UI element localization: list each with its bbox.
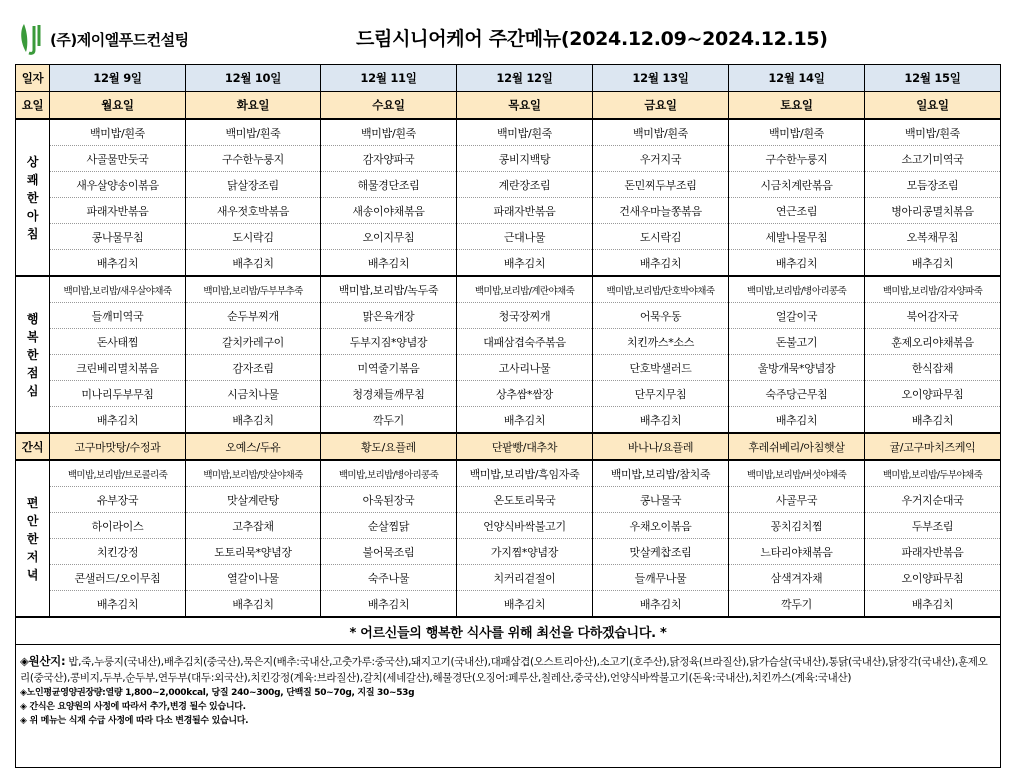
menu-item: 숙주당근무침 xyxy=(729,381,865,407)
menu-item: 사골물만둣국 xyxy=(50,146,186,172)
menu-item: 북어감자국 xyxy=(865,303,1001,329)
menu-item: 파래자반볶음 xyxy=(50,198,186,224)
day-cell: 수요일 xyxy=(321,92,457,120)
menu-item: 새우젓호박볶음 xyxy=(186,198,321,224)
menu-item: 돈민찌두부조림 xyxy=(593,172,729,198)
menu-item: 깍두기 xyxy=(729,591,865,618)
notes-cell xyxy=(16,645,1001,768)
menu-item: 감자양파국 xyxy=(321,146,457,172)
menu-item: 배추김치 xyxy=(186,407,321,434)
snack-cell: 고구마맛탕/수정과 xyxy=(50,433,186,460)
menu-item: 배추김치 xyxy=(729,407,865,434)
menu-item: 백미밥,보리밥/계란야채죽 xyxy=(457,276,593,303)
menu-item: 배추김치 xyxy=(457,591,593,618)
dinner-label-char: 편 xyxy=(26,495,39,510)
menu-item: 아욱된장국 xyxy=(321,487,457,513)
date-label: 일자 xyxy=(16,65,50,92)
breakfast-label-char: 한 xyxy=(26,190,39,205)
menu-item: 두부조림 xyxy=(865,513,1001,539)
menu-item: 불어묵조림 xyxy=(321,539,457,565)
menu-item: 배추김치 xyxy=(321,250,457,277)
menu-change-note: ◈ 위 메뉴는 식재 수급 사정에 따라 다소 변경될수 있습니다. xyxy=(20,716,249,726)
menu-item: 훈제오리야채볶음 xyxy=(865,329,1001,355)
menu-item: 백미밥/흰죽 xyxy=(321,119,457,146)
menu-item: 울방개묵*양념장 xyxy=(729,355,865,381)
menu-item: 백미밥/흰죽 xyxy=(729,119,865,146)
date-row xyxy=(16,65,1001,92)
dinner-label-char: 한 xyxy=(26,531,39,546)
menu-item: 도시락김 xyxy=(186,224,321,250)
snack-cell: 바나나/요플레 xyxy=(593,433,729,460)
menu-item: 콩비지백탕 xyxy=(457,146,593,172)
menu-item: 배추김치 xyxy=(865,591,1001,618)
menu-item: 배추김치 xyxy=(321,591,457,618)
page-header xyxy=(0,0,1014,64)
menu-item: 대패삼겹숙주볶음 xyxy=(457,329,593,355)
menu-item: 백미밥,보리밥/두부야채죽 xyxy=(865,460,1001,487)
menu-item: 감자조림 xyxy=(186,355,321,381)
menu-item: 연근조림 xyxy=(729,198,865,224)
breakfast-row xyxy=(16,224,1001,250)
menu-item: 언양식바싹불고기 xyxy=(457,513,593,539)
lunch-label-char: 심 xyxy=(26,383,39,398)
breakfast-label-char: 침 xyxy=(26,226,39,241)
menu-item: 오이양파무침 xyxy=(865,381,1001,407)
menu-item: 구수한누룽지 xyxy=(729,146,865,172)
menu-item: 백미밥/흰죽 xyxy=(865,119,1001,146)
menu-item: 백미밥,보리밥/녹두죽 xyxy=(321,276,457,303)
menu-item: 고사리나물 xyxy=(457,355,593,381)
menu-item: 백미밥/흰죽 xyxy=(50,119,186,146)
snack-change-note: ◈ 간식은 요양원의 사정에 따라서 추가,변경 될수 있습니다. xyxy=(20,702,246,712)
menu-item: 들깨미역국 xyxy=(50,303,186,329)
origin-note xyxy=(20,653,996,686)
menu-item: 배추김치 xyxy=(729,250,865,277)
dinner-row xyxy=(16,591,1001,618)
menu-item: 단호박샐러드 xyxy=(593,355,729,381)
menu-item: 우거지순대국 xyxy=(865,487,1001,513)
day-cell: 금요일 xyxy=(593,92,729,120)
day-cell: 목요일 xyxy=(457,92,593,120)
menu-item: 오복채무침 xyxy=(865,224,1001,250)
menu-item: 해물경단조림 xyxy=(321,172,457,198)
menu-item: 고추잡채 xyxy=(186,513,321,539)
menu-item: 백미밥,보리밥/병아리콩죽 xyxy=(321,460,457,487)
menu-item: 백미밥/흰죽 xyxy=(457,119,593,146)
menu-item: 상추쌈*쌈장 xyxy=(457,381,593,407)
menu-item: 병아리콩멸치볶음 xyxy=(865,198,1001,224)
breakfast-row xyxy=(16,146,1001,172)
menu-item: 콩나물국 xyxy=(593,487,729,513)
menu-item: 소고기미역국 xyxy=(865,146,1001,172)
menu-item: 맑은육개장 xyxy=(321,303,457,329)
dinner-label xyxy=(16,460,50,617)
menu-item: 도시락김 xyxy=(593,224,729,250)
lunch-row xyxy=(16,407,1001,434)
day-cell: 일요일 xyxy=(865,92,1001,120)
menu-item: 세발나물무침 xyxy=(729,224,865,250)
menu-item: 미역줄기볶음 xyxy=(321,355,457,381)
menu-item: 순살찜닭 xyxy=(321,513,457,539)
origin-heading: ◈원산지: xyxy=(20,654,66,668)
menu-item: 모듬장조림 xyxy=(865,172,1001,198)
menu-item: 오이양파무침 xyxy=(865,565,1001,591)
day-row xyxy=(16,92,1001,120)
menu-item: 배추김치 xyxy=(50,250,186,277)
menu-item: 콩나물무침 xyxy=(50,224,186,250)
menu-item: 우거지국 xyxy=(593,146,729,172)
lunch-row xyxy=(16,329,1001,355)
menu-item: 계란장조림 xyxy=(457,172,593,198)
breakfast-row xyxy=(16,119,1001,146)
menu-item: 열갈이나물 xyxy=(186,565,321,591)
breakfast-row xyxy=(16,172,1001,198)
menu-item: 사골무국 xyxy=(729,487,865,513)
dinner-row xyxy=(16,460,1001,487)
lunch-label xyxy=(16,276,50,433)
dinner-label-char: 저 xyxy=(26,549,39,564)
menu-item: 파래자반볶음 xyxy=(457,198,593,224)
menu-item: 온도토리묵국 xyxy=(457,487,593,513)
lunch-row xyxy=(16,381,1001,407)
company-name: (주)제이엘푸드컨설팅 xyxy=(50,30,189,49)
menu-item: 유부장국 xyxy=(50,487,186,513)
menu-item: 새우살양송이볶음 xyxy=(50,172,186,198)
breakfast-label-char: 아 xyxy=(26,208,39,223)
day-cell: 토요일 xyxy=(729,92,865,120)
breakfast-label-char: 쾌 xyxy=(26,172,39,187)
dinner-row xyxy=(16,487,1001,513)
date-cell: 12월 10일 xyxy=(186,65,321,92)
menu-item: 배추김치 xyxy=(865,407,1001,434)
menu-item: 백미밥,보리밥/새우살야채죽 xyxy=(50,276,186,303)
menu-item: 오이지무침 xyxy=(321,224,457,250)
lunch-row xyxy=(16,303,1001,329)
menu-item: 돈불고기 xyxy=(729,329,865,355)
date-cell: 12월 14일 xyxy=(729,65,865,92)
menu-item: 두부지짐*양념장 xyxy=(321,329,457,355)
menu-item: 가지찜*양념장 xyxy=(457,539,593,565)
menu-item: 우채오이볶음 xyxy=(593,513,729,539)
menu-item: 백미밥,보리밥/병아리콩죽 xyxy=(729,276,865,303)
lunch-row xyxy=(16,276,1001,303)
snack-cell: 귤/고구마치즈케익 xyxy=(865,433,1001,460)
date-cell: 12월 13일 xyxy=(593,65,729,92)
day-cell: 월요일 xyxy=(50,92,186,120)
menu-item: 치킨까스*소스 xyxy=(593,329,729,355)
dinner-label-char: 녁 xyxy=(26,567,39,582)
day-label: 요일 xyxy=(16,92,50,120)
menu-item: 하이라이스 xyxy=(50,513,186,539)
menu-item: 맛살케찹조림 xyxy=(593,539,729,565)
menu-item: 배추김치 xyxy=(186,591,321,618)
menu-item: 건새우마늘쫑볶음 xyxy=(593,198,729,224)
menu-item: 파래자반볶음 xyxy=(865,539,1001,565)
menu-item: 숙주나물 xyxy=(321,565,457,591)
menu-item: 얼갈이국 xyxy=(729,303,865,329)
menu-item: 치킨강정 xyxy=(50,539,186,565)
menu-item: 들깨무나물 xyxy=(593,565,729,591)
weekly-menu-table xyxy=(15,64,1001,768)
snack-cell: 단팥빵/대추차 xyxy=(457,433,593,460)
company-logo xyxy=(18,22,189,56)
snack-cell: 오예스/두유 xyxy=(186,433,321,460)
menu-item: 배추김치 xyxy=(593,407,729,434)
menu-item: 콘샐러드/오이무침 xyxy=(50,565,186,591)
lunch-row xyxy=(16,355,1001,381)
menu-item: 백미밥,보리밥/흑임자죽 xyxy=(457,460,593,487)
menu-item: 도토리묵*양념장 xyxy=(186,539,321,565)
menu-item: 배추김치 xyxy=(186,250,321,277)
menu-item: 청국장찌개 xyxy=(457,303,593,329)
dinner-row xyxy=(16,513,1001,539)
menu-item: 배추김치 xyxy=(50,407,186,434)
breakfast-row xyxy=(16,198,1001,224)
menu-item: 새송이야채볶음 xyxy=(321,198,457,224)
breakfast-label-char: 상 xyxy=(26,154,39,169)
menu-item: 맛살계란탕 xyxy=(186,487,321,513)
slogan-row xyxy=(16,617,1001,645)
menu-item: 닭살장조림 xyxy=(186,172,321,198)
menu-item: 깍두기 xyxy=(321,407,457,434)
menu-item: 백미밥,보리밥/감자양파죽 xyxy=(865,276,1001,303)
menu-item: 한식잡채 xyxy=(865,355,1001,381)
menu-item: 단무지무침 xyxy=(593,381,729,407)
menu-item: 갈치카레구이 xyxy=(186,329,321,355)
menu-item: 백미밥/흰죽 xyxy=(593,119,729,146)
menu-item: 느타리야채볶음 xyxy=(729,539,865,565)
date-cell: 12월 9일 xyxy=(50,65,186,92)
menu-item: 백미밥,보리밥/버섯야채죽 xyxy=(729,460,865,487)
breakfast-label xyxy=(16,119,50,276)
menu-item: 백미밥,보리밥/맛살야채죽 xyxy=(186,460,321,487)
slogan: * 어르신들의 행복한 식사를 위해 최선을 다하겠습니다. * xyxy=(16,617,1001,645)
menu-item: 근대나물 xyxy=(457,224,593,250)
origin-text: 밥,죽,누룽지(국내산),배추김치(중국산),묵은지(배추:국내산,고춧가루:중국산),돼지고기(국내산),대패삼겹(오스트리아산),소고기(호주산),닭정육(브라질산),닭가슴살(국내산),통닭(국내산),닭장각(국내산),훈제오리(중국산),콩비지,두부,순두부,연두부(대두:외국산),치킨강정(계육:브라질산),갈치(세네갈산),해물경단(오징어:페루산,칠레산,중국산),언양식바싹불고기(돈육:국내산),치킨까스(계육:국내산) xyxy=(20,656,988,684)
snack-cell: 후레쉬베리/아침햇살 xyxy=(729,433,865,460)
dinner-row xyxy=(16,565,1001,591)
lunch-label-char: 한 xyxy=(26,347,39,362)
menu-item: 배추김치 xyxy=(50,591,186,618)
menu-item: 시금치나물 xyxy=(186,381,321,407)
menu-item: 꽁치김치찜 xyxy=(729,513,865,539)
menu-item: 백미밥,보리밥/두부부추죽 xyxy=(186,276,321,303)
menu-item: 백미밥,보리밥/브로콜리죽 xyxy=(50,460,186,487)
menu-item: 돈사태찜 xyxy=(50,329,186,355)
nutrition-note: ◈노인평균영양권장량:열량 1,800~2,000kcal, 당질 240~300g, 단백질 50~70g, 지질 30~53g xyxy=(20,688,415,698)
page-title: 드림시니어케어 주간메뉴(2024.12.09~2024.12.15) xyxy=(356,28,828,50)
dinner-label-char: 안 xyxy=(26,513,39,528)
menu-item: 배추김치 xyxy=(457,407,593,434)
dinner-row xyxy=(16,539,1001,565)
menu-item: 배추김치 xyxy=(865,250,1001,277)
day-cell: 화요일 xyxy=(186,92,321,120)
snack-row xyxy=(16,433,1001,460)
menu-item: 백미밥,보리밥/참치죽 xyxy=(593,460,729,487)
snack-cell: 황도/요플레 xyxy=(321,433,457,460)
menu-item: 어묵우동 xyxy=(593,303,729,329)
lunch-label-char: 점 xyxy=(26,365,39,380)
menu-item: 시금치계란볶음 xyxy=(729,172,865,198)
menu-item: 배추김치 xyxy=(593,591,729,618)
menu-item: 순두부찌개 xyxy=(186,303,321,329)
menu-item: 구수한누룽지 xyxy=(186,146,321,172)
menu-item: 배추김치 xyxy=(457,250,593,277)
breakfast-row xyxy=(16,250,1001,277)
menu-item: 미나리두부무침 xyxy=(50,381,186,407)
menu-item: 크린베리멸치볶음 xyxy=(50,355,186,381)
menu-item: 청경채들깨무침 xyxy=(321,381,457,407)
snack-label: 간식 xyxy=(16,433,50,460)
lunch-label-char: 행 xyxy=(26,311,39,326)
menu-item: 삼색겨자채 xyxy=(729,565,865,591)
date-cell: 12월 15일 xyxy=(865,65,1001,92)
menu-item: 백미밥/흰죽 xyxy=(186,119,321,146)
leaf-logo-icon xyxy=(18,22,44,56)
date-cell: 12월 11일 xyxy=(321,65,457,92)
lunch-label-char: 복 xyxy=(26,329,39,344)
menu-item: 치커리겉절이 xyxy=(457,565,593,591)
menu-item: 백미밥,보리밥/단호박야채죽 xyxy=(593,276,729,303)
date-cell: 12월 12일 xyxy=(457,65,593,92)
notes-row xyxy=(16,645,1001,768)
menu-item: 배추김치 xyxy=(593,250,729,277)
